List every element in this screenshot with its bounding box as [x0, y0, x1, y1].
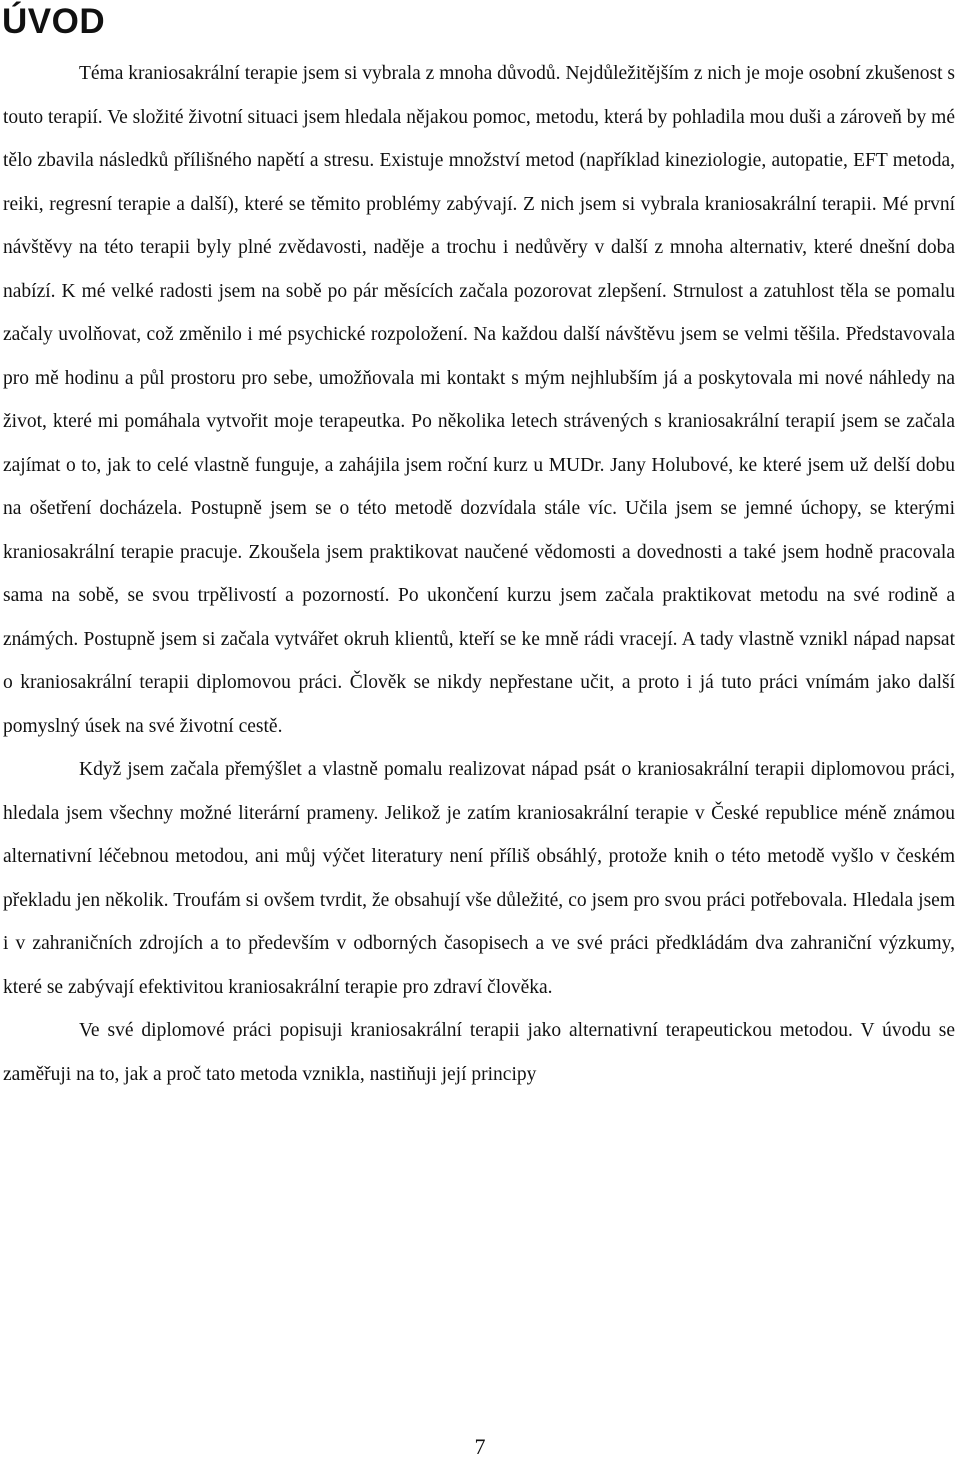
- paragraph: Ve své diplomové práci popisuji kraniosakrální terapii jako alternativní terapeutickou metodou. V úvodu se zaměřuji na to, jak a proč tato metoda vznikla, nastiňuji její principy: [3, 1020, 955, 1085]
- paragraph: Když jsem začala přemýšlet a vlastně pomalu realizovat nápad psát o kraniosakrální terapii diplomovou práci, hledala jsem všechny možné literární prameny. Jelikož je zatím kraniosakrální terapie v České republice méně známou alternativní léčebnou metodou, ani můj výčet literatury není příliš obsáhlý, protože knih o této metodě vyšlo v českém překladu jen několik. Troufám si ovšem tvrdit, že obsahují vše důležité, co jsem pro svou práci potřebovala. Hledala jsem i v zahraničních zdrojích a to především v odborných časopisech a ve své práci předkládám dva zahraniční výzkumy, které se zabývají efektivitou kraniosakrální terapie pro zdraví člověka.: [3, 759, 955, 998]
- paragraph: Téma kraniosakrální terapie jsem si vybrala z mnoha důvodů. Nejdůležitějším z nich je moje osobní zkušenost s touto terapií. Ve složité životní situaci jsem hledala nějakou pomoc, metodu, která by pohladila mou duši a zároveň by mé tělo zbavila následků přílišného napětí a stresu. Existuje množství metod (například kineziologie, autopatie, EFT metoda, reiki, regresní terapie a další), které se těmito problémy zabývají. Z nich jsem si vybrala kraniosakrální terapii. Mé první návštěvy na této terapii byly plné zvědavosti, naděje a trochu i nedůvěry v další z mnoha alternativ, které dnešní doba nabízí. K mé velké radosti jsem na sobě po pár měsících začala pozorovat zlepšení. Strnulost a zatuhlost těla se pomalu začaly uvolňovat, což změnilo i mé psychické rozpoložení. Na každou další návštěvu jsem se velmi těšila. Představovala pro mě hodinu a půl prostoru pro sebe, umožňovala mi kontakt s mým nejhlubším já a poskytovala mi nové náhledy na život, které mi pomáhala vytvořit moje terapeutka. Po několika letech strávených s kraniosakrální terapií jsem se začala zajímat o to, jak to celé vlastně funguje, a zahájila jsem roční kurz u MUDr. Jany Holubové, ke které jsem už delší dobu na ošetření docházela. Postupně jsem se o této metodě dozvídala stále víc. Učila jsem se jemné úchopy, se kterými kraniosakrální terapie pracuje. Zkoušela jsem praktikovat naučené vědomosti a dovednosti a také jsem hodně pracovala sama na sobě, se svou trpělivostí a pozorností. Po ukončení kurzu jsem začala praktikovat metodu na své rodině a známých. Postupně jsem si začala vytvářet okruh klientů, kteří se ke mně rádi vracejí. A tady vlastně vznikl nápad napsat o kraniosakrální terapii diplomovou práci. Člověk se nikdy nepřestane učit, a proto i já tuto práci vnímám jako další pomyslný úsek na své životní cestě.: [3, 63, 955, 737]
- page-heading: ÚVOD: [2, 2, 106, 41]
- page-number: 7: [474, 1434, 486, 1459]
- body-text: [3, 52, 955, 1096]
